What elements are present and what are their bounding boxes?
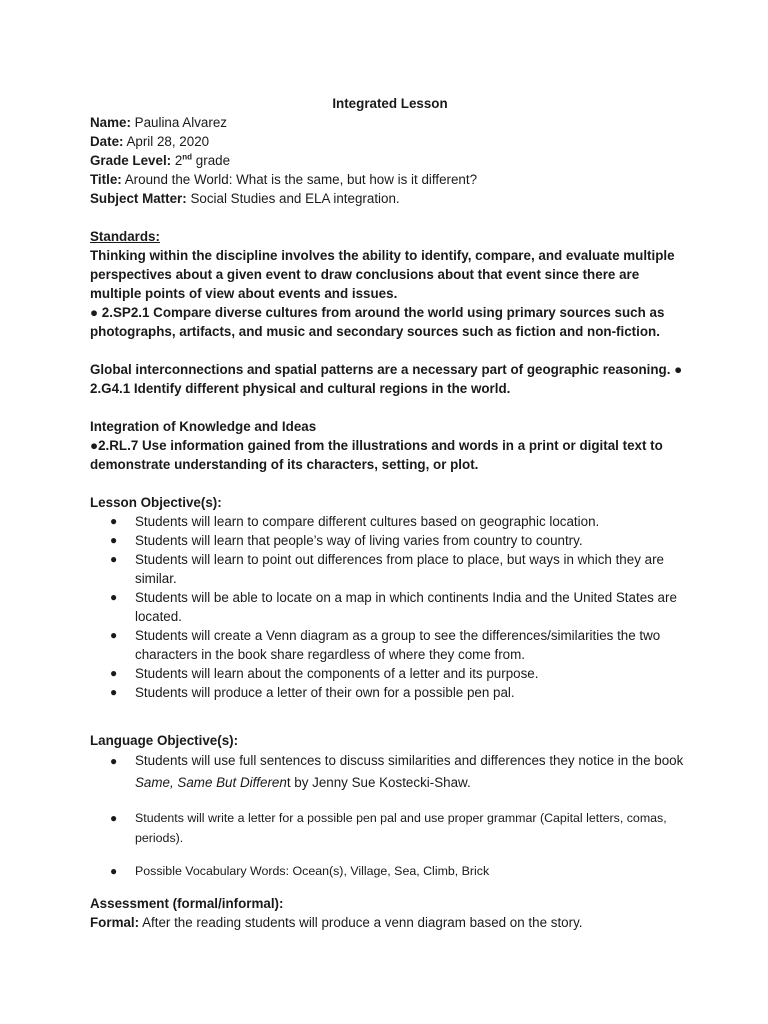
standard-2rl7: ●2.RL.7 Use information gained from the illustrations and words in a print or digital text to demonstrate understanding of its characters, setting, or plot. xyxy=(90,438,663,472)
formal-assessment-line: Formal: After the reading students will produce a venn diagram based on the story. xyxy=(90,915,583,930)
list-item: ● Students will learn to point out differences from place to place, but ways in which they are similar. xyxy=(90,550,690,588)
list-item: ● Students will learn to compare different cultures based on geographic location. xyxy=(90,512,690,531)
document-title: Integrated Lesson xyxy=(332,96,448,111)
list-item: ● Students will learn that people’s way of living varies from country to country. xyxy=(90,531,690,550)
standards-paragraph: Thinking within the discipline involves the ability to identify, compare, and evaluate multiple perspectives about a given event to draw conclusions about that event since there are multiple points of view about events and issues. xyxy=(90,248,675,301)
language-objectives-list xyxy=(90,750,690,794)
list-item: ● Students will create a Venn diagram as a group to see the differences/similarities the two characters in the book share regardless of where they come from. xyxy=(90,626,690,664)
lesson-plan xyxy=(90,94,690,932)
list-item: ● Students will be able to locate on a map in which continents India and the United States are located. xyxy=(90,588,690,626)
title-line: Title: Around the World: What is the same, but how is it different? xyxy=(90,172,478,187)
integration-heading: Integration of Knowledge and Ideas xyxy=(90,419,317,434)
name-line: Name: Paulina Alvarez xyxy=(90,115,227,130)
lesson-objectives-heading: Lesson Objective(s): xyxy=(90,495,222,510)
list-item: ● Students will write a letter for a possible pen pal and use proper grammar (Capital letters, comas, periods). xyxy=(90,808,690,848)
list-item: ● Students will produce a letter of their own for a possible pen pal. xyxy=(90,683,690,702)
date-line: Date: April 28, 2020 xyxy=(90,134,210,149)
standard-2sp21: ● 2.SP2.1 Compare diverse cultures from around the world using primary sources such as photographs, artifacts, and music and secondary sources such as fiction and non-fiction. xyxy=(90,305,665,339)
list-item: ● Students will use full sentences to discuss similarities and differences they notice in the book Same, Same But Different by Jenny Sue Kostecki-Shaw. xyxy=(90,750,690,794)
language-objectives-heading: Language Objective(s): xyxy=(90,733,239,748)
list-item: ● Possible Vocabulary Words: Ocean(s), Village, Sea, Climb, Brick xyxy=(90,862,690,881)
book-title: Same, Same But Differen xyxy=(135,775,287,790)
standards-heading: Standards: xyxy=(90,229,160,244)
standard-2g41: Global interconnections and spatial patterns are a necessary part of geographic reasoning. ● 2.G4.1 Identify different physical and cultural regions in the world. xyxy=(90,362,683,396)
grade-line: Grade Level: 2nd grade xyxy=(90,152,231,168)
lesson-objectives-list xyxy=(90,512,690,702)
assessment-heading: Assessment (formal/informal): xyxy=(90,896,284,911)
list-item: ● Students will learn about the components of a letter and its purpose. xyxy=(90,664,690,683)
subject-line: Subject Matter: Social Studies and ELA integration. xyxy=(90,191,400,206)
